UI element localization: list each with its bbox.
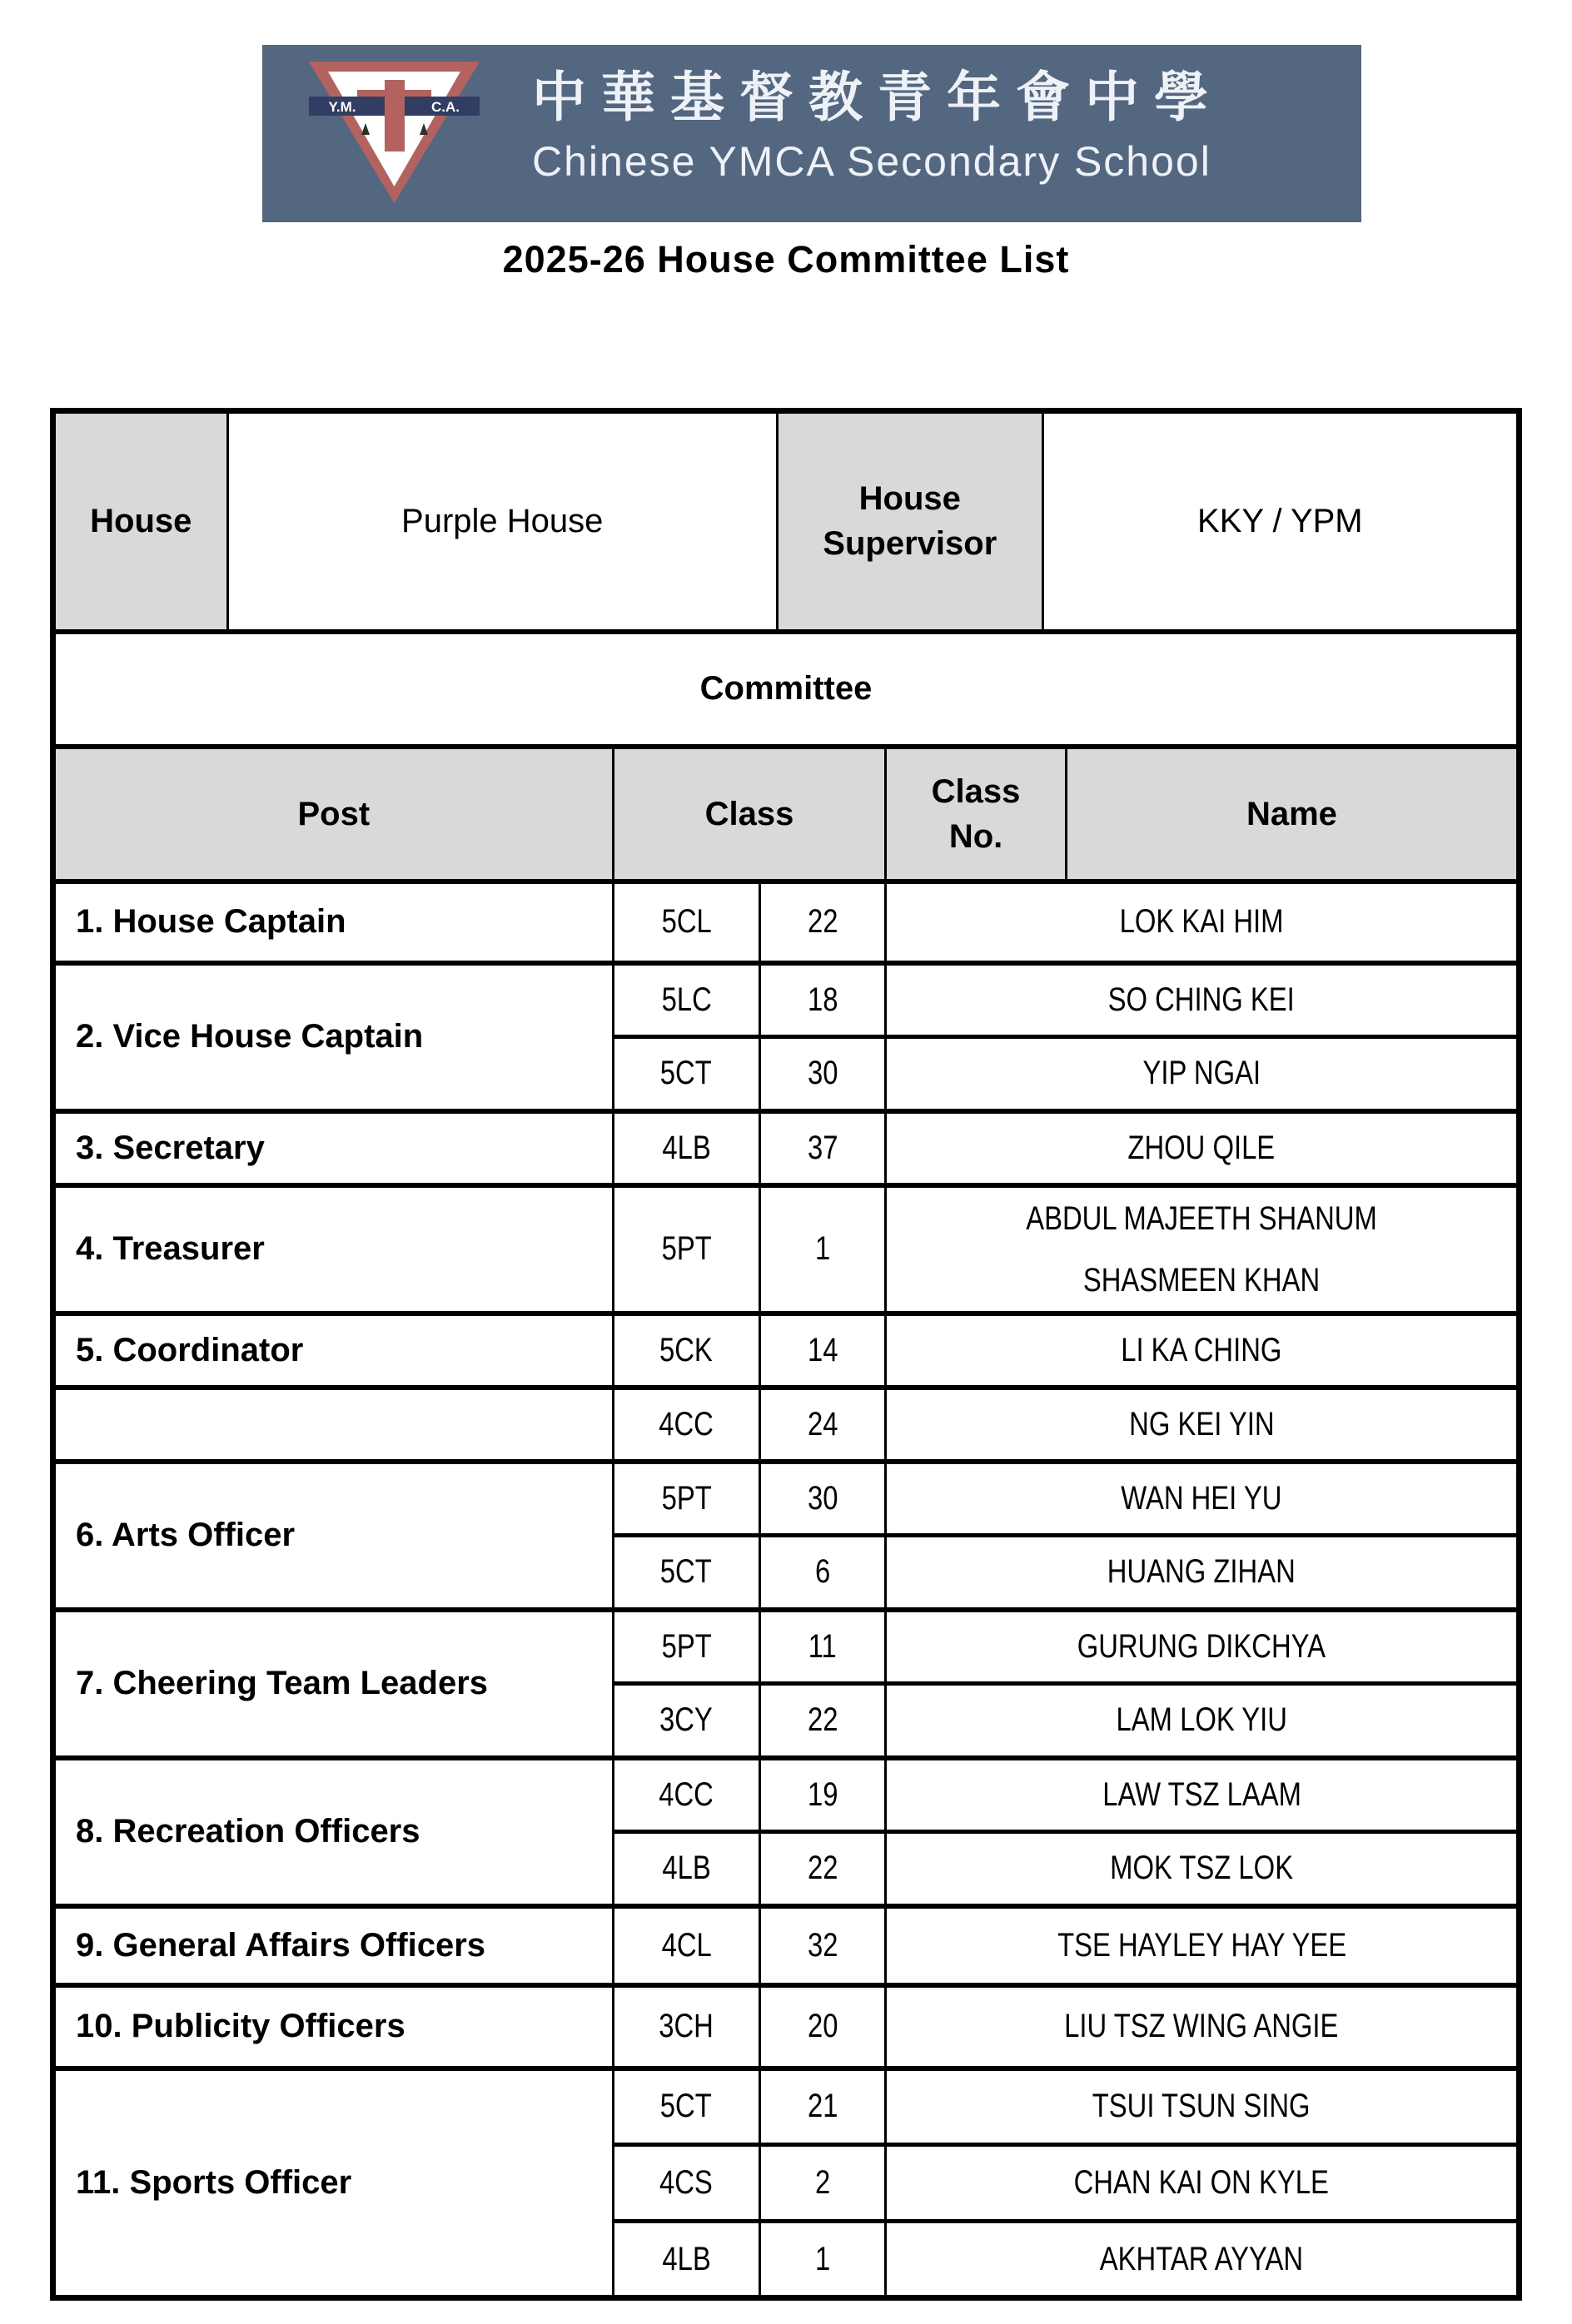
name-cell: ZHOU QILE	[886, 1111, 1520, 1185]
class-cell: 5CT	[613, 2068, 759, 2145]
class-cell: 4CL	[613, 1906, 759, 1985]
class-no-cell: 14	[759, 1313, 885, 1388]
class-no-cell: 24	[759, 1388, 885, 1462]
class-no-cell: 1	[759, 2222, 885, 2298]
class-no-cell: 32	[759, 1906, 885, 1985]
table-row	[53, 1906, 1520, 1985]
table-row	[53, 1462, 1520, 1536]
class-column-header: Class	[613, 747, 886, 881]
house-info-row	[53, 411, 1520, 629]
class-cell: 4CS	[613, 2145, 759, 2222]
name-cell: NG KEI YIN	[886, 1388, 1520, 1462]
class-cell: 4LB	[613, 2222, 759, 2298]
class-cell: 5CK	[613, 1313, 759, 1388]
class-cell: 5CL	[613, 881, 759, 963]
post-cell: 10. Publicity Officers	[53, 1985, 614, 2068]
class-no-cell: 37	[759, 1111, 885, 1185]
class-cell: 4CC	[613, 1388, 759, 1462]
name-cell: CHAN KAI ON KYLE	[886, 2145, 1520, 2222]
name-cell: LAW TSZ LAAM	[886, 1758, 1520, 1832]
class-no-cell: 18	[759, 963, 885, 1037]
class-cell: 5PT	[613, 1185, 759, 1313]
class-cell: 5PT	[613, 1610, 759, 1684]
ymca-logo	[309, 62, 480, 205]
post-cell: 3. Secretary	[53, 1111, 614, 1185]
logo-ca-text: C.A.	[431, 99, 460, 115]
table-row	[53, 881, 1520, 963]
class-cell: 4LB	[613, 1111, 759, 1185]
class-no-cell: 11	[759, 1610, 885, 1684]
column-header-row	[53, 747, 1520, 881]
table-row	[53, 1610, 1520, 1684]
name-cell: LI KA CHING	[886, 1313, 1520, 1388]
name-cell: TSUI TSUN SING	[886, 2068, 1520, 2145]
committee-table	[50, 629, 1522, 2302]
post-cell: 1. House Captain	[53, 881, 614, 963]
house-value-cell: Purple House	[227, 411, 777, 629]
class-cell: 5CT	[613, 1037, 759, 1111]
class-no-cell: 30	[759, 1462, 885, 1536]
class-no-cell: 20	[759, 1985, 885, 2068]
class-cell: 5CT	[613, 1536, 759, 1610]
class-cell: 4LB	[613, 1832, 759, 1906]
table-row	[53, 2068, 1520, 2145]
table-row	[53, 1111, 1520, 1185]
class-no-cell: 21	[759, 2068, 885, 2145]
post-cell: 6. Arts Officer	[53, 1462, 614, 1610]
class-no-cell: 22	[759, 1684, 885, 1758]
name-cell: HUANG ZIHAN	[886, 1536, 1520, 1610]
name-cell: ABDUL MAJEETH SHANUM SHASMEEN KHAN	[886, 1185, 1520, 1313]
school-name-block	[532, 67, 1224, 185]
class-no-cell: 30	[759, 1037, 885, 1111]
table-row	[53, 963, 1520, 1037]
name-cell: GURUNG DIKCHYA	[886, 1610, 1520, 1684]
table-row	[53, 1185, 1520, 1313]
class-cell: 3CH	[613, 1985, 759, 2068]
supervisor-label-cell	[777, 411, 1042, 629]
logo-ym-text: Y.M.	[328, 99, 356, 115]
name-cell: WAN HEI YU	[886, 1462, 1520, 1536]
class-cell: 5PT	[613, 1462, 759, 1536]
name-cell: TSE HAYLEY HAY YEE	[886, 1906, 1520, 1985]
name-cell: AKHTAR AYYAN	[886, 2222, 1520, 2298]
class-no-column-header	[886, 747, 1067, 881]
table-row	[53, 1985, 1520, 2068]
post-cell: 5. Coordinator	[53, 1313, 614, 1388]
name-column-header: Name	[1066, 747, 1519, 881]
name-cell: LIU TSZ WING ANGIE	[886, 1985, 1520, 2068]
post-cell: 7. Cheering Team Leaders	[53, 1610, 614, 1758]
class-cell: 3CY	[613, 1684, 759, 1758]
class-no-cell: 1	[759, 1185, 885, 1313]
post-cell: 9. General Affairs Officers	[53, 1906, 614, 1985]
logo-cross-over-band	[385, 97, 405, 116]
table-row	[53, 1758, 1520, 1832]
class-no-header-text: Class No.	[931, 772, 1021, 855]
class-no-cell: 2	[759, 2145, 885, 2222]
name-cell: LAM LOK YIU	[886, 1684, 1520, 1758]
school-name-chinese: 中華基督教青年會中學	[532, 67, 1224, 127]
tables-container	[50, 408, 1522, 2301]
school-banner	[262, 45, 1361, 222]
class-no-cell: 6	[759, 1536, 885, 1610]
committee-section-title: Committee	[53, 632, 1520, 747]
table-row	[53, 1388, 1520, 1462]
table-row	[53, 1313, 1520, 1388]
house-info-table	[50, 408, 1522, 629]
school-name-english: Chinese YMCA Secondary School	[532, 138, 1211, 185]
page-title: 2025-26 House Committee List	[502, 238, 1070, 281]
class-cell: 4CC	[613, 1758, 759, 1832]
name-cell: MOK TSZ LOK	[886, 1832, 1520, 1906]
supervisor-value-cell: KKY / YPM	[1042, 411, 1519, 629]
post-cell: 8. Recreation Officers	[53, 1758, 614, 1906]
post-cell	[53, 1388, 614, 1462]
class-no-cell: 19	[759, 1758, 885, 1832]
class-no-cell: 22	[759, 881, 885, 963]
post-cell: 4. Treasurer	[53, 1185, 614, 1313]
committee-section-row	[53, 632, 1520, 747]
class-cell: 5LC	[613, 963, 759, 1037]
name-cell: LOK KAI HIM	[886, 881, 1520, 963]
supervisor-label-text: House Supervisor	[823, 480, 997, 563]
class-no-cell: 22	[759, 1832, 885, 1906]
post-cell: 2. Vice House Captain	[53, 963, 614, 1111]
name-cell: YIP NGAI	[886, 1037, 1520, 1111]
house-label-cell: House	[53, 411, 228, 629]
name-cell: SO CHING KEI	[886, 963, 1520, 1037]
post-column-header: Post	[53, 747, 614, 881]
post-cell: 11. Sports Officer	[53, 2068, 614, 2298]
